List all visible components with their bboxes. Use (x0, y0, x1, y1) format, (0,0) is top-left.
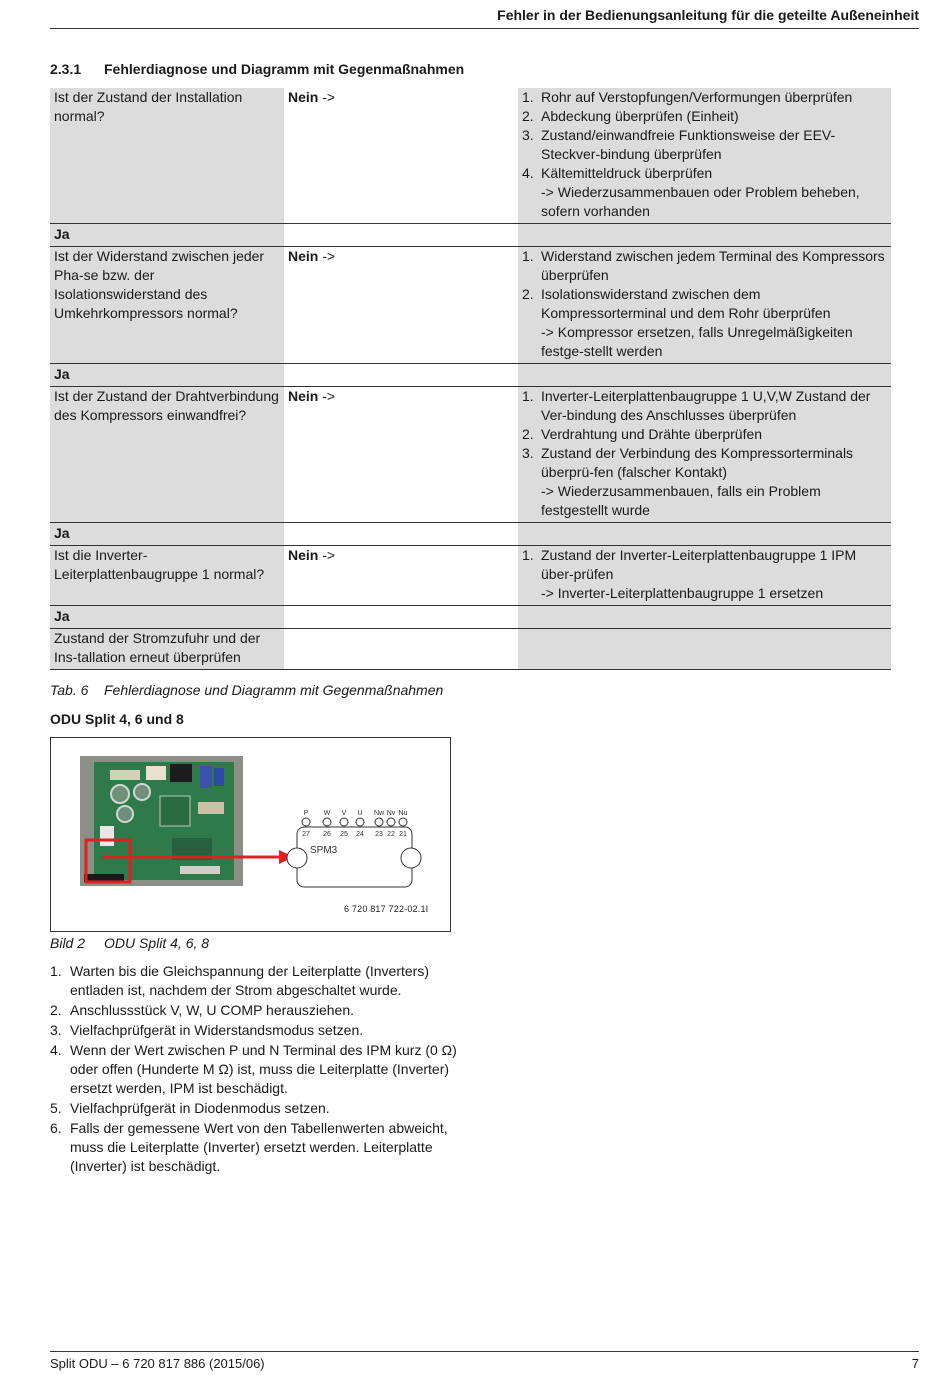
list-item (522, 444, 887, 520)
ja-spacer (284, 606, 518, 629)
step-number: 1. (50, 963, 62, 979)
step-number: 4. (50, 1042, 62, 1058)
footer-rule (50, 1351, 919, 1352)
step-item (50, 1099, 470, 1118)
left-mount-hole (287, 848, 307, 868)
ja-spacer (284, 364, 518, 387)
nein-arrow: -> (322, 388, 336, 404)
terminal-pin (340, 818, 348, 826)
list-item (522, 285, 887, 361)
table-caption (50, 681, 443, 700)
ja-spacer (518, 364, 891, 387)
action-list (522, 88, 887, 221)
table-caption-text: Fehlerdiagnose und Diagramm mit Gegenmaßnahmen (104, 682, 444, 698)
item-number: 1. (522, 547, 534, 563)
terminal-letter: V (341, 810, 347, 817)
terminal-letter: P (303, 810, 309, 817)
item-text: Abdeckung überprüfen (Einheit) (541, 108, 739, 124)
table-row (50, 387, 891, 523)
diagnosis-table (50, 88, 891, 670)
item-text: Kältemitteldruck überprüfen (541, 165, 713, 181)
final-spacer (518, 629, 891, 670)
action-cell (518, 387, 891, 523)
list-item (522, 164, 887, 221)
step-number: 5. (50, 1100, 62, 1116)
step-number: 2. (50, 1002, 62, 1018)
step-item (50, 962, 470, 1000)
item-text: Inverter-Leiterplattenbaugruppe 1 U,V,W Zustand der Ver-bindung des Anschlusses überprüfen (541, 388, 871, 423)
final-cell: Zustand der Stromzufuhr und der Ins-tallation erneut überprüfen (50, 629, 284, 670)
terminal-number: 21 (399, 831, 407, 838)
right-mount-hole (401, 848, 421, 868)
action-cell (518, 88, 891, 224)
final-spacer (284, 629, 518, 670)
terminal-letter: U (357, 810, 363, 817)
step-text: Vielfachprüfgerät in Diodenmodus setzen. (70, 1100, 330, 1116)
item-number: 4. (522, 165, 534, 181)
running-header: Fehler in der Bedienungsanleitung für die geteilte Außeneinheit (497, 7, 919, 23)
terminal-number: 27 (302, 831, 310, 838)
table-caption-label: Tab. 6 (50, 682, 89, 698)
table-row (50, 546, 891, 606)
action-list (522, 247, 887, 361)
figure-code: 6 720 817 722-02.1I (344, 904, 429, 914)
ja-label: Ja (50, 364, 284, 387)
step-text: Warten bis die Gleichspannung der Leiterplatte (Inverters) entladen ist, nachdem der Strom abgeschaltet wurde. (70, 963, 429, 998)
item-text: Rohr auf Verstopfungen/Verformungen überprüfen (541, 89, 853, 105)
page-number: 7 (911, 1356, 919, 1371)
item-text: Isolationswiderstand zwischen dem Kompressorterminal und dem Rohr überprüfen (541, 286, 831, 321)
ja-label: Ja (50, 523, 284, 546)
figure-heading: ODU Split 4, 6 und 8 (50, 711, 184, 727)
terminal-pin (323, 818, 331, 826)
ja-row (50, 224, 891, 247)
figure-frame (50, 737, 451, 932)
action-list (522, 387, 887, 520)
ja-label: Ja (50, 224, 284, 247)
nein-label: Nein (288, 547, 319, 563)
item-number: 1. (522, 248, 534, 264)
section-title: Fehlerdiagnose und Diagramm mit Gegenmaßnahmen (104, 61, 465, 77)
terminal-pin (387, 818, 395, 826)
item-number: 3. (522, 127, 534, 143)
header-rule (50, 28, 919, 29)
ja-row (50, 364, 891, 387)
table-row (50, 88, 891, 224)
step-item (50, 1021, 470, 1040)
terminal-letter: Nu (398, 810, 408, 817)
nein-label: Nein (288, 388, 319, 404)
step-item (50, 1001, 470, 1020)
ja-spacer (518, 523, 891, 546)
ja-row (50, 606, 891, 629)
section-number: 2.3.1 (50, 61, 82, 77)
item-number: 1. (522, 89, 534, 105)
terminal-pin (399, 818, 407, 826)
terminal-letter: Nv (386, 810, 396, 817)
action-cell (518, 546, 891, 606)
terminal-number: 22 (387, 831, 395, 838)
item-text: Widerstand zwischen jedem Terminal des Kompressors überprüfen (541, 248, 885, 283)
item-text: Zustand der Verbindung des Kompressorterminals überprü-fen (falscher Kontakt) (541, 445, 854, 480)
step-number: 3. (50, 1022, 62, 1038)
step-item (50, 1041, 470, 1098)
nein-cell (284, 88, 518, 224)
table-row-final (50, 629, 891, 670)
item-subtext: -> Wiederzusammenbauen, falls ein Problem festgestellt wurde (541, 483, 821, 518)
table-row (50, 247, 891, 364)
terminal-pin (302, 818, 310, 826)
module-label: SPM3 (310, 845, 338, 856)
list-item (522, 387, 887, 425)
terminal-pin (375, 818, 383, 826)
section-heading (50, 60, 464, 79)
nein-label: Nein (288, 89, 319, 105)
item-text: Zustand der Inverter-Leiterplattenbaugruppe 1 IPM über-prüfen (541, 547, 857, 582)
procedure-steps (50, 962, 470, 1177)
list-item (522, 247, 887, 285)
nein-cell (284, 387, 518, 523)
terminal-number: 24 (356, 831, 364, 838)
nein-cell (284, 247, 518, 364)
figure-caption-text: ODU Split 4, 6, 8 (104, 935, 210, 951)
item-number: 1. (522, 388, 534, 404)
action-cell (518, 247, 891, 364)
question-cell: Ist der Zustand der Drahtverbindung des Kompressors einwandfrei? (50, 387, 284, 523)
nein-cell (284, 546, 518, 606)
ja-spacer (518, 606, 891, 629)
item-text: Zustand/einwandfreie Funktionsweise der EEV-Steckver-bindung überprüfen (541, 127, 836, 162)
nein-label: Nein (288, 248, 319, 264)
action-list (522, 546, 887, 603)
footer-document-id: Split ODU – 6 720 817 886 (2015/06) (50, 1356, 265, 1371)
list-item (522, 126, 887, 164)
ja-row (50, 523, 891, 546)
step-number: 6. (50, 1120, 62, 1136)
step-text: Falls der gemessene Wert von den Tabellenwerten abweicht, muss die Leiterplatte (Inverter) ersetzt werden. Leiterplatte (Inverter) ist beschädigt. (70, 1120, 448, 1174)
item-number: 2. (522, 286, 534, 302)
list-item (522, 88, 887, 107)
question-cell: Ist der Zustand der Installation normal? (50, 88, 284, 224)
question-cell: Ist der Widerstand zwischen jeder Pha-se bzw. der Isolationswiderstand des Umkehrkompressors normal? (50, 247, 284, 364)
terminal-number: 23 (375, 831, 383, 838)
nein-arrow: -> (322, 547, 336, 563)
step-text: Wenn der Wert zwischen P und N Terminal des IPM kurz (0 Ω) oder offen (Hunderte M Ω) ist, muss die Leiterplatte (Inverter) ersetzt werden, IPM ist beschädigt. (70, 1042, 457, 1096)
item-subtext: -> Kompressor ersetzen, falls Unregelmäßigkeiten festge-stellt werden (541, 324, 853, 359)
item-number: 3. (522, 445, 534, 461)
figure-caption (50, 934, 209, 953)
item-number: 2. (522, 108, 534, 124)
terminal-letter: Nw (373, 810, 385, 817)
nein-arrow: -> (322, 248, 336, 264)
ja-label: Ja (50, 606, 284, 629)
item-subtext: -> Wiederzusammenbauen oder Problem beheben, sofern vorhanden (541, 184, 860, 219)
figure-caption-label: Bild 2 (50, 935, 86, 951)
terminal-pin (356, 818, 364, 826)
terminal-number: 26 (323, 831, 331, 838)
item-number: 2. (522, 426, 534, 442)
ja-spacer (284, 224, 518, 247)
list-item (522, 425, 887, 444)
item-subtext: -> Inverter-Leiterplattenbaugruppe 1 ersetzen (541, 585, 824, 601)
list-item (522, 546, 887, 603)
list-item (522, 107, 887, 126)
question-cell: Ist die Inverter-Leiterplattenbaugruppe 1 normal? (50, 546, 284, 606)
terminal-number: 25 (340, 831, 348, 838)
step-text: Anschlussstück V, W, U COMP herausziehen. (70, 1002, 355, 1018)
step-text: Vielfachprüfgerät in Widerstandsmodus setzen. (70, 1022, 364, 1038)
nein-arrow: -> (322, 89, 336, 105)
ja-spacer (518, 224, 891, 247)
step-item (50, 1119, 470, 1176)
terminal-letter: W (323, 810, 331, 817)
ja-spacer (284, 523, 518, 546)
item-text: Verdrahtung und Drähte überprüfen (541, 426, 763, 442)
